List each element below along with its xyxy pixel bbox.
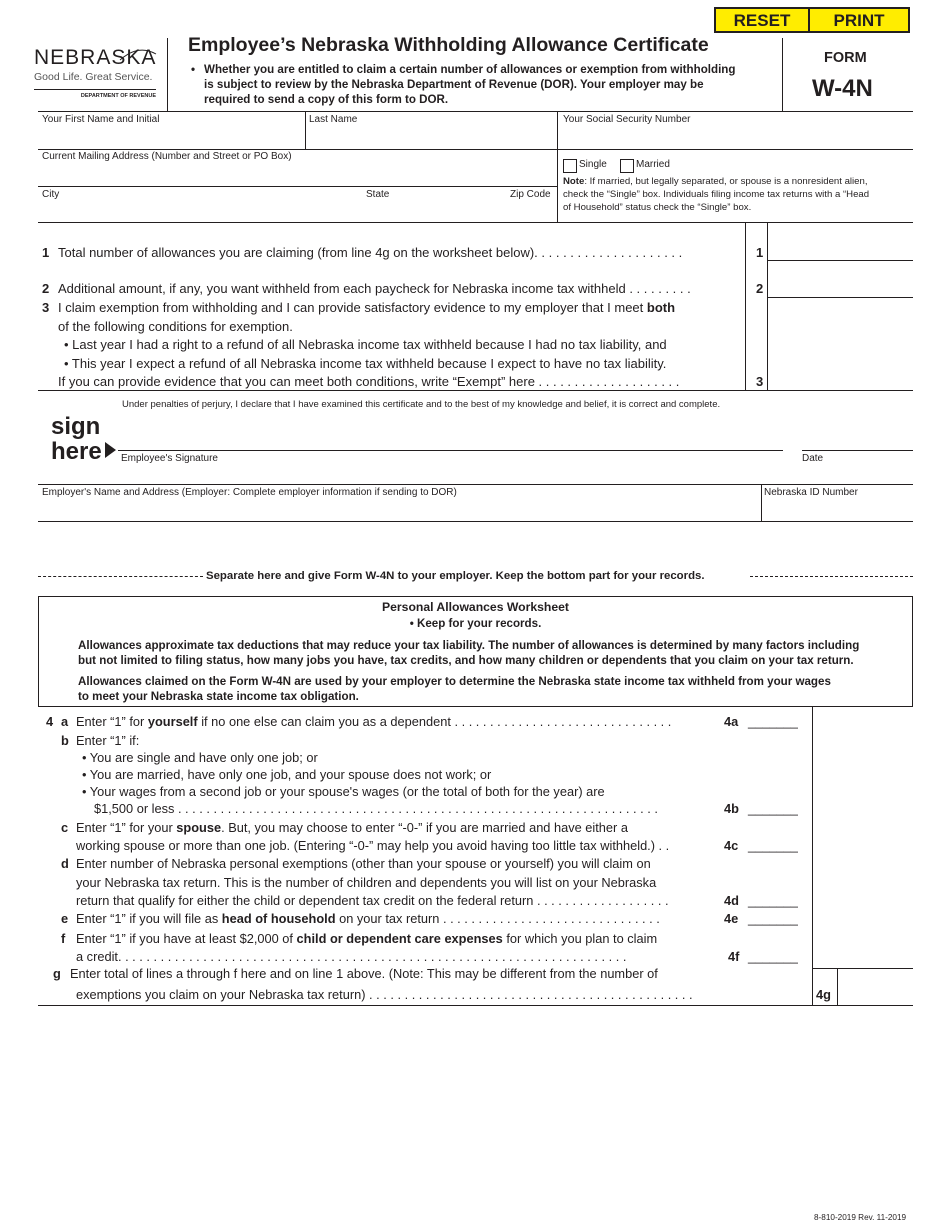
line-4b-letter: b	[61, 733, 69, 748]
ssn-label: Your Social Security Number	[563, 114, 691, 125]
line-4g-label: 4g	[816, 987, 831, 1002]
line-4b-bullet: • You are married, have only one job, and your spouse does not work; or	[82, 767, 492, 782]
line-4f-bold: child or dependent care expenses	[296, 931, 503, 946]
line-3-text	[58, 300, 675, 315]
line-4e-post: on your tax return . . . . . . . . . . . . . . . . . . . . . . . . . . . . . . .	[339, 911, 660, 926]
signature-label: Employee's Signature	[121, 453, 218, 464]
city-state-zip-input[interactable]	[42, 203, 550, 220]
page-title: Employee’s Nebraska Withholding Allowance Certificate	[188, 34, 709, 56]
sign-word: sign	[51, 413, 101, 440]
form-number: W-4N	[812, 75, 873, 102]
line-3-number: 3	[42, 300, 50, 315]
line-3-condition-1: • Last year I had a right to a refund of all Nebraska income tax withheld because I had no tax liability, and	[64, 337, 667, 352]
note-label: Note	[563, 176, 585, 187]
here-word: here	[51, 438, 102, 465]
line-4a-letter: a	[61, 714, 69, 729]
line-4-number: 4	[46, 714, 54, 729]
line-4c-letter: c	[61, 820, 69, 835]
form-revision: 8-810-2019 Rev. 11-2019	[814, 1213, 907, 1222]
line-4c-post: . But, you may choose to enter “-0-” if you are married and have either a	[221, 820, 628, 835]
note-line: check the “Single” box. Individuals filing income tax returns with a “Head	[563, 189, 870, 200]
line-4a-pre: Enter “1” for	[76, 714, 145, 729]
cut-line-right	[750, 576, 913, 577]
line-1-input[interactable]	[772, 240, 908, 258]
address-input[interactable]	[42, 166, 550, 184]
line-4e-label: 4e	[724, 911, 739, 926]
line-1-number: 1	[42, 245, 50, 260]
line-4b-bullet: • Your wages from a second job or your spouse's wages (or the total of both for the year) are	[82, 784, 605, 799]
line-4f-text	[76, 931, 657, 946]
line-2-box-label: 2	[756, 281, 764, 296]
line-4c-bold: spouse	[176, 820, 222, 835]
worksheet-title: Personal Allowances Worksheet	[382, 600, 569, 614]
single-label: Single	[579, 159, 607, 170]
line-4b-cont: $1,500 or less . . . . . . . . . . . . . . . . . . . . . . . . . . . . . . . . . . . . . . . . . . . . . . . . . . . . . . . . . . . . . . . . . . . .	[94, 801, 658, 816]
intro-line: is subject to review by the Nebraska Department of Revenue (DOR). Your employer may be	[204, 78, 704, 91]
line-2-number: 2	[42, 281, 50, 296]
line-1-box-label: 1	[756, 245, 764, 260]
signature-input[interactable]	[121, 428, 776, 448]
line-4g-text: Enter total of lines a through f here and on line 1 above. (Note: This may be different from the number of	[70, 966, 658, 981]
address-label: Current Mailing Address (Number and Street or PO Box)	[42, 151, 292, 162]
line-4a-text	[76, 714, 671, 729]
logo-name: NEBRASKA	[34, 46, 157, 69]
line-4e-letter: e	[61, 911, 69, 926]
line-4f-letter: f	[61, 931, 66, 946]
marital-note	[563, 175, 869, 214]
city-label: City	[42, 189, 60, 200]
first-name-label: Your First Name and Initial	[42, 114, 160, 125]
line-4d-text: return that qualify for either the child or dependent tax credit on the federal return . . . . . . . . . . . . . . . . . . .	[76, 893, 669, 908]
line-4c-text	[76, 820, 628, 835]
last-name-label: Last Name	[309, 114, 358, 125]
form-label: FORM	[824, 50, 867, 66]
line-4a-blank[interactable]: _______	[748, 714, 798, 729]
line-4f-label: 4f	[728, 949, 740, 964]
single-checkbox[interactable]	[563, 159, 577, 173]
note-line: : If married, but legally separated, or spouse is a nonresident alien,	[584, 176, 868, 187]
line-4f-blank[interactable]: _______	[748, 949, 798, 964]
line-1-text: Total number of allowances you are claiming (from line 4g on the worksheet below). . . . . . . . . . . . . . . . . . . . .	[58, 245, 683, 260]
line-4g-letter: g	[53, 966, 61, 981]
line-4b-blank[interactable]: _______	[748, 801, 798, 816]
line-3-condition-2: • This year I expect a refund of all Nebraska income tax withheld because I expect to have no tax liability.	[64, 356, 667, 371]
line-4e-bold: head of household	[221, 911, 336, 926]
employer-input[interactable]	[42, 501, 754, 519]
line-4d-blank[interactable]: _______	[748, 893, 798, 908]
para-line: to meet your Nebraska state income tax obligation.	[78, 690, 359, 703]
line-4g-text: exemptions you claim on your Nebraska tax return) . . . . . . . . . . . . . . . . . . . . . . . . . . . . . . . . . . . . . . . . . . . . . .	[76, 987, 693, 1002]
line-3-text-bold: both	[646, 300, 676, 315]
line-4f-cont: a credit. . . . . . . . . . . . . . . . . . . . . . . . . . . . . . . . . . . . . . . . . . . . . . . . . . . . . . . . . . . . . . . . . . . . . . . .	[76, 949, 627, 964]
line-4b-text: Enter “1” if:	[76, 733, 140, 748]
line-4e-blank[interactable]: _______	[748, 911, 798, 926]
line-4g-input[interactable]	[842, 980, 908, 998]
intro-line: required to send a copy of this form to DOR.	[204, 93, 449, 106]
line-4f-post: for which you plan to claim	[506, 931, 658, 946]
line-4d-text: Enter number of Nebraska personal exemptions (other than your spouse or yourself) you will claim on	[76, 856, 651, 871]
line-4f-pre: Enter “1” if you have at least $2,000 of	[76, 931, 293, 946]
logo-tagline: Good Life. Great Service.	[34, 71, 153, 83]
line-3-box-label: 3	[756, 374, 764, 389]
employer-label: Employer's Name and Address (Employer: Complete employer information if sending to DOR)	[42, 487, 457, 498]
ssn-input[interactable]	[563, 129, 908, 147]
line-4c-cont: working spouse or more than one job. (Entering “-0-” may help you avoid having too little tax withheld.) . .	[76, 838, 670, 853]
para-line: Allowances claimed on the Form W-4N are used by your employer to determine the Nebraska state income tax withheld from your wages	[78, 675, 831, 688]
intro-bullet: •	[191, 63, 196, 76]
sign-here-label	[51, 414, 102, 464]
line-4e-pre: Enter “1” if you will file as	[76, 911, 219, 926]
line-4c-blank[interactable]: _______	[748, 838, 798, 853]
line-4d-label: 4d	[724, 893, 739, 908]
intro-line: Whether you are entitled to claim a certain number of allowances or exemption from withholding	[204, 63, 736, 76]
arrow-right-icon	[105, 442, 117, 458]
line-4a-bold: yourself	[147, 714, 198, 729]
worksheet-para-1	[78, 638, 888, 668]
last-name-input[interactable]	[309, 129, 551, 147]
line-3-input[interactable]	[772, 369, 908, 387]
date-input[interactable]	[804, 428, 910, 448]
worksheet-subtitle: • Keep for your records.	[409, 617, 542, 630]
line-4b-label: 4b	[724, 801, 739, 816]
intro-text	[204, 62, 735, 107]
print-button[interactable]: PRINT	[808, 7, 910, 33]
ne-id-label: Nebraska ID Number	[764, 487, 858, 498]
para-line: but not limited to filing status, how many jobs you have, tax credits, and how many children or dependents that you claim on your tax return.	[78, 654, 854, 667]
married-checkbox[interactable]	[620, 159, 634, 173]
note-line: of Household” status check the “Single” box.	[563, 202, 752, 213]
worksheet-para-2	[78, 674, 888, 704]
line-3-text-c: If you can provide evidence that you can meet both conditions, write “Exempt” here . . . . . . . . . . . . . . . . . . . .	[58, 374, 680, 389]
line-4c-label: 4c	[724, 838, 739, 853]
line-4a-label: 4a	[724, 714, 739, 729]
line-2-input[interactable]	[772, 276, 908, 294]
line-4d-letter: d	[61, 856, 69, 871]
line-3-text-b: of the following conditions for exemption.	[58, 319, 293, 334]
line-4b-bullet: • You are single and have only one job; or	[82, 750, 318, 765]
line-4a-post: if no one else can claim you as a dependent . . . . . . . . . . . . . . . . . . . . . . . . . . . . . . .	[201, 714, 672, 729]
married-label: Married	[636, 159, 670, 170]
perjury-statement: Under penalties of perjury, I declare that I have examined this certificate and to the best of my knowledge and belief, it is correct and complete.	[122, 399, 721, 410]
para-line: Allowances approximate tax deductions that may reduce your tax liability. The number of allowances is determined by many factors including	[78, 639, 860, 652]
cut-line-left	[38, 576, 203, 577]
date-label: Date	[802, 453, 824, 464]
ne-id-input[interactable]	[766, 501, 908, 519]
line-4d-text: your Nebraska tax return. This is the number of children and dependents you will list on your Nebraska	[76, 875, 657, 890]
reset-button[interactable]: RESET	[714, 7, 810, 33]
state-label: State	[366, 189, 390, 200]
line-2-text: Additional amount, if any, you want withheld from each paycheck for Nebraska income tax withheld . . . . . . . . .	[58, 281, 691, 296]
logo-swoosh-icon	[118, 48, 158, 64]
line-4e-text	[76, 911, 660, 926]
separator-text: Separate here and give Form W-4N to your employer. Keep the bottom part for your records.	[206, 570, 705, 582]
logo-dept: DEPARTMENT OF REVENUE	[80, 93, 156, 99]
first-name-input[interactable]	[42, 129, 300, 147]
line-4c-pre: Enter “1” for your	[76, 820, 173, 835]
line-3-text-a: I claim exemption from withholding and I can provide satisfactory evidence to my employer that I meet	[58, 300, 644, 315]
zip-label: Zip Code	[510, 189, 551, 200]
